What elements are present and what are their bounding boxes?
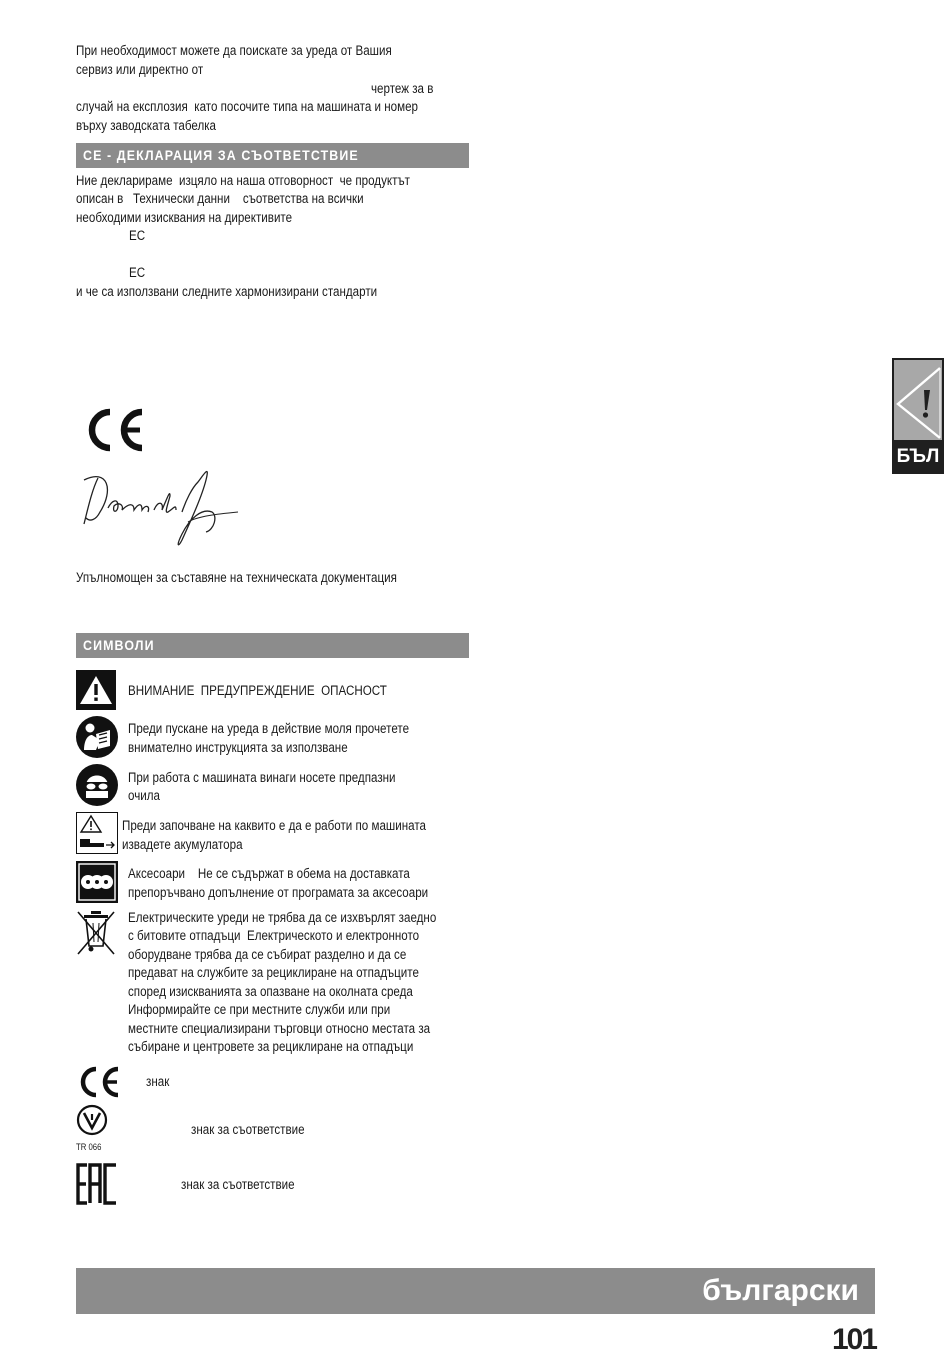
ce-logo-icon	[80, 408, 146, 452]
symbol-ua-text: знак за съответствие	[191, 1122, 305, 1137]
symbol-weee-text-5: според изискванията за опазване на околната среда	[128, 984, 413, 999]
symbol-accessories-text-2: препоръчвано допълнение от програмата за аксесоари	[128, 885, 429, 900]
symbols-heading-bar	[76, 633, 469, 658]
warning-exclamation-icon	[894, 360, 942, 440]
declaration-line-3: необходими изисквания на директивите	[76, 210, 293, 225]
declaration-line-4: и че са използвани следните хармонизирани стандарти	[76, 284, 378, 299]
warning-triangle-icon	[76, 670, 116, 710]
symbol-weee-text-3: оборудване трябва да се събират разделно и да се	[128, 947, 407, 962]
declaration-heading: CE - ДЕКЛАРАЦИЯ ЗА СЪОТВЕТСТВИЕ	[83, 148, 359, 163]
symbols-heading: СИМВОЛИ	[83, 638, 155, 653]
symbol-weee-text-4: предават на службите за рециклиране на отпадъците	[128, 965, 419, 980]
intro-line-3: чертеж за в	[371, 81, 434, 96]
symbol-accessories-text-1: Аксесоари Не се съдържат в обема на доставката	[128, 866, 410, 881]
symbol-weee-text-8: събиране и центровете за рециклиране на отпадъци	[128, 1039, 414, 1054]
declaration-line-1: Ние декларираме изцяло на наша отговорност че продуктът	[76, 173, 410, 188]
symbol-battery-text-1: Преди започване на каквито е да е работи по машината	[122, 818, 426, 833]
declaration-heading-bar	[76, 143, 469, 168]
language-code: БЪЛ	[896, 446, 940, 467]
symbol-manual-text-2: внимателно инструкцията за използване	[128, 740, 348, 755]
symbol-goggles-text-2: очила	[128, 788, 160, 803]
footer-language: български	[702, 1274, 859, 1307]
intro-line-1: При необходимост можете да поискате за уреда от Вашия	[76, 43, 392, 58]
symbol-battery-text-2: извадете акумулатора	[122, 837, 243, 852]
safety-goggles-icon	[76, 764, 118, 806]
symbol-weee-text-6: Информирайте се при местните служби или при	[128, 1002, 391, 1017]
symbol-goggles-text-1: При работа с машината винаги носете предпазни	[128, 770, 396, 785]
directive-ec-2: EC	[129, 265, 146, 280]
authorized-person-text: Упълномощен за съставяне на техническата документация	[76, 570, 397, 585]
intro-line-2: сервиз или директно от	[76, 62, 204, 77]
intro-line-4: случай на експлозия като посочите типа на машината и номер	[76, 99, 418, 114]
conformity-code: TR 066	[76, 1142, 102, 1152]
read-manual-icon	[76, 716, 118, 758]
symbol-warning-text: ВНИМАНИЕ ПРЕДУПРЕЖДЕНИЕ ОПАСНОСТ	[128, 683, 387, 698]
directive-ec-1: EC	[129, 228, 146, 243]
symbol-eac-text: знак за съответствие	[181, 1177, 295, 1192]
page-number: 101	[831, 1323, 876, 1356]
language-side-tab	[892, 358, 944, 474]
symbol-manual-text-1: Преди пускане на уреда в действие моля прочетете	[128, 721, 410, 736]
weee-bin-icon	[76, 908, 116, 956]
ukrainian-conformity-icon	[76, 1104, 116, 1140]
remove-battery-icon	[76, 812, 118, 854]
accessories-icon	[76, 861, 118, 903]
signature-icon	[78, 460, 243, 550]
symbol-ce-text: знак	[146, 1074, 170, 1089]
symbol-weee-text-2: с битовите отпадъци Електрическото и електронното	[128, 928, 420, 943]
eac-mark-icon	[76, 1163, 118, 1205]
footer-language-bar	[76, 1268, 875, 1314]
declaration-line-2: описан в Технически данни съответства на всички	[76, 191, 364, 206]
symbol-weee-text-7: местните специализирани търговци относно местата за	[128, 1021, 431, 1036]
intro-line-5: върху заводската табелка	[76, 118, 217, 133]
ce-mark-icon	[76, 1066, 120, 1098]
symbol-weee-text-1: Електрическите уреди не трябва да се изхвърлят заедно	[128, 910, 437, 925]
